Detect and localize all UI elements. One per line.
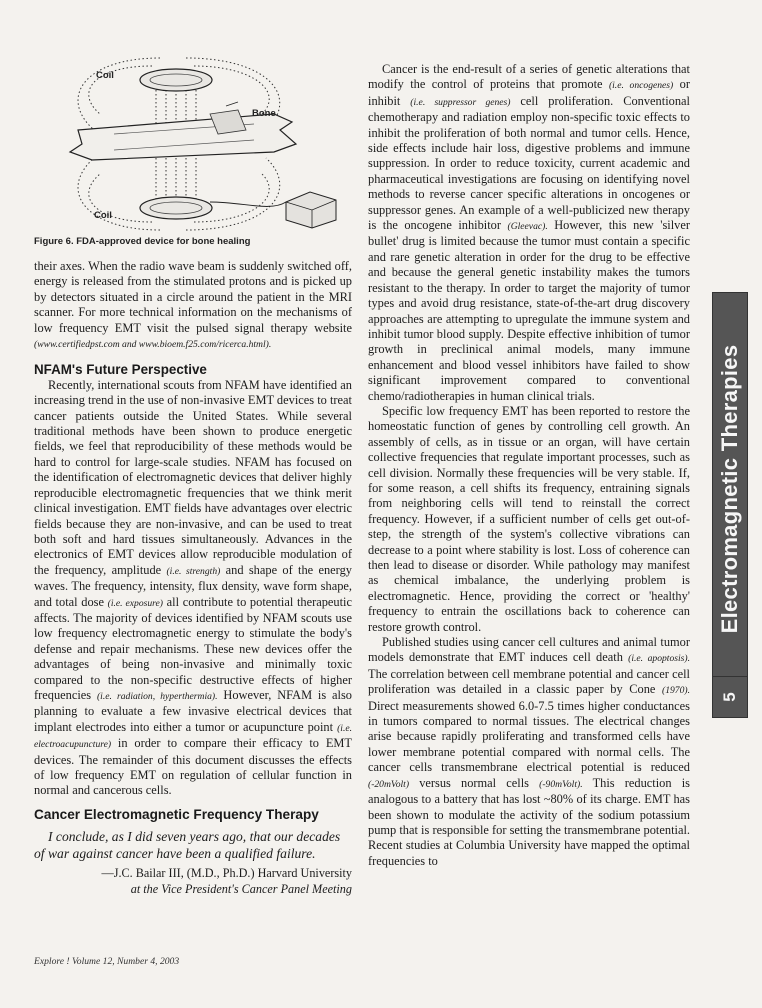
abbr-suppressor-genes: (i.e. suppressor genes) [410,96,511,108]
left-column [34,259,352,897]
figure-caption: Figure 6. FDA-approved device for bone healing [34,236,251,247]
intro-paragraph [34,259,352,352]
p3-text-a: Published studies using cancer cell cultures and animal tumor models demonstrate that EMT induces cell death [368,635,690,665]
future-text-4: However, NFAM is also planning to evaluate a few invasive electrical devices that implant electrodes into either a tumor or acupuncture point [34,687,352,734]
coil-top-label: Coil [96,70,114,81]
cone-year: (1970). [662,685,690,697]
p3-text-e: This reduction is analogous to a battery that has lost ~80% of its charge. EMT has been shown to modulate the activity of the sodium potassium pump that is responsible for setting the transmembrane potential. Recent studies at Columbia University have mapped the optimal frequencies to [368,775,690,868]
right-column [368,62,690,869]
section-tab-title: Electromagnetic Therapies [717,344,742,634]
pull-quote: I conclude, as I did seven years ago, that our decades of war against cancer have been a qualified failure. [34,829,341,862]
quote-attribution-event: at the Vice President's Cancer Panel Meeting [130,881,352,896]
quote-attribution-2 [34,882,352,897]
p1-text-d: However, this new 'silver bullet' drug is limited because the tumor must contain a specific and rare genetic alteration in order for the drug to be effective and because the general genetic instability makes the tumors resistant to the therapy. In order to target the majority of tumor types and avoid drug resistance, state-of-the-art drug discovery approaches are attempting to upregulate the immune system and inhibit tumor blood supply. Despite effective inhibition of tumor growth in preclinical animal models, many immune enhancement and blood vessel inhibitors have failed to show significant improvement compared to conventional chemo/radiotherapies in human clinical trials. [368,218,690,403]
cancer-voltage: (-20mVolt) [368,778,410,790]
future-text-1: Recently, international scouts from NFAM have identified an increasing trend in the use of non-invasive EMT devices to treat cancer patients outside the United States. While several traditional methods have been shown to produce energetic fields, we feel that reproducibility of these methods would be hard to control for large-scale studies. NFAM has focused on the identification of electromagnetic devices that deliver highly reproducible electromagnetic frequencies that we think merit clinical investigation. EMT fields have advantages over electric fields because they are non-invasive, and can be used to treat both soft and hard tissues simultaneously. Advances in the electronics of EMT devices allow reproducible modulation of the frequency, amplitude [34,377,352,577]
abbr-electroacupuncture: (i.e. electroacupuncture) [34,722,352,751]
bone-healing-device-illustration [34,52,352,237]
p1-text-a: Cancer is the end-result of a series of genetic alterations that modify the control of proteins that promote [368,62,690,92]
page-number-tab [712,676,748,718]
pst-website-reference: (www.certifiedpst.com and www.bioem.f25.com/ricerca.html). [34,339,272,351]
quote-attribution-1: —J.C. Bailar III, (M.D., Ph.D.) Harvard University [101,866,352,881]
journal-footer: Explore ! Volume 12, Number 4, 2003 [34,956,180,967]
drug-gleevac: (Gleevac). [507,221,548,233]
abbr-apoptosis: (i.e. apoptosis). [628,653,690,665]
future-perspective-paragraph [34,378,352,799]
p3-text-b: The correlation between cell membrane potential and cancer cell proliferation was detailed in a classic paper by Cone [368,666,690,697]
future-text-2: and shape of the energy waves. The frequency, intensity, flux density, wave form shape, and total dose [34,562,352,609]
p1-text-c: cell proliferation. Conventional chemotherapy and radiation employ non-specific toxic effects to inhibit the proliferation of both normal and tumor cells. Hence, side effects include hair loss, digestive problems and immune suppression. In order to reduce toxicity, current academic and pharmaceutical investigations are focusing on identifying novel methods to reverse cancer specific alterations in oncogenes or suppressor genes. An example of a well-publicized new therapy is the oncogene inhibitor [368,93,690,233]
membrane-potential-paragraph [368,635,690,869]
p3-text-c: Direct measurements showed 6.0-7.5 times higher conductances in tumors compared to normal tissues. The electrical changes arise because rapidly proliferating and transformed cells have lower membrane potential compared with normal cells. The cancer cells transmembrane electrical potential is reduced [368,698,690,775]
section-tab [712,292,748,686]
normal-voltage: (-90mVolt). [539,778,583,790]
future-text-5: in order to compare their efficacy to EMT devices. The remainder of this document discusses the effects of low frequency EMT on regulation of cellular function in normal and cancerous cells. [34,736,352,798]
cancer-emt-heading: Cancer Electromagnetic Frequency Therapy [34,806,319,822]
abbr-exposure: (i.e. exposure) [107,597,163,609]
homeostatic-paragraph: Specific low frequency EMT has been reported to restore the homeostatic function of genes by controlling cell growth. An assembly of cells, as in tissue or an organ, will have certain collective frequencies that regulate important processes, such as cell division. Normally these frequencies will be very stable. If, for some reason, a cell shifts its frequency, entraining signals from neighboring cells will tend to reinstall the correct frequency. However, if a sufficient number of cells get out-of-step, the strength of the system's collective vibrations can decrease to a point where stability is lost. Loss of coherence can then lead to disease or disorder. While pathology may manifest as chemical imbalance, the underlying problem is electromagnetic. Hence, providing the correct or 'healthy' frequency to entrain the oscillations back to coherence can restore growth control. [368,403,690,634]
p3-text-d: versus normal cells [419,775,529,790]
bone-label: Bone [252,108,276,119]
abbr-radiation: (i.e. radiation, hyperthermia). [96,690,218,702]
future-text-3: all contribute to potential therapeutic affects. The majority of devices identified by NFAM scouts use low frequency electromagnetic energy to stimulate the body's defense and repair mechanisms. These new devices offer the advantages of being non-invasive and minimally toxic compared to the non-specific destructive effects of higher frequencies [34,594,352,702]
intro-text: their axes. When the radio wave beam is suddenly switched off, energy is released from the stimulated protons and is picked up by detectors situated in a circle around the patient in the MRI scanner. For more technical information on the mechanisms of low frequency EMT visit the pulsed signal therapy website [34,259,352,335]
cancer-genetics-paragraph [368,62,690,404]
bone-healing-device-figure [34,52,352,252]
abbr-strength: (i.e. strength) [166,565,221,577]
future-perspective-heading: NFAM's Future Perspective [34,362,207,378]
abbr-oncogenes: (i.e. oncogenes) [608,80,674,92]
p1-text-b: or inhibit [368,77,690,108]
page-number: 5 [720,692,739,702]
coil-bottom-label: Coil [94,210,112,221]
